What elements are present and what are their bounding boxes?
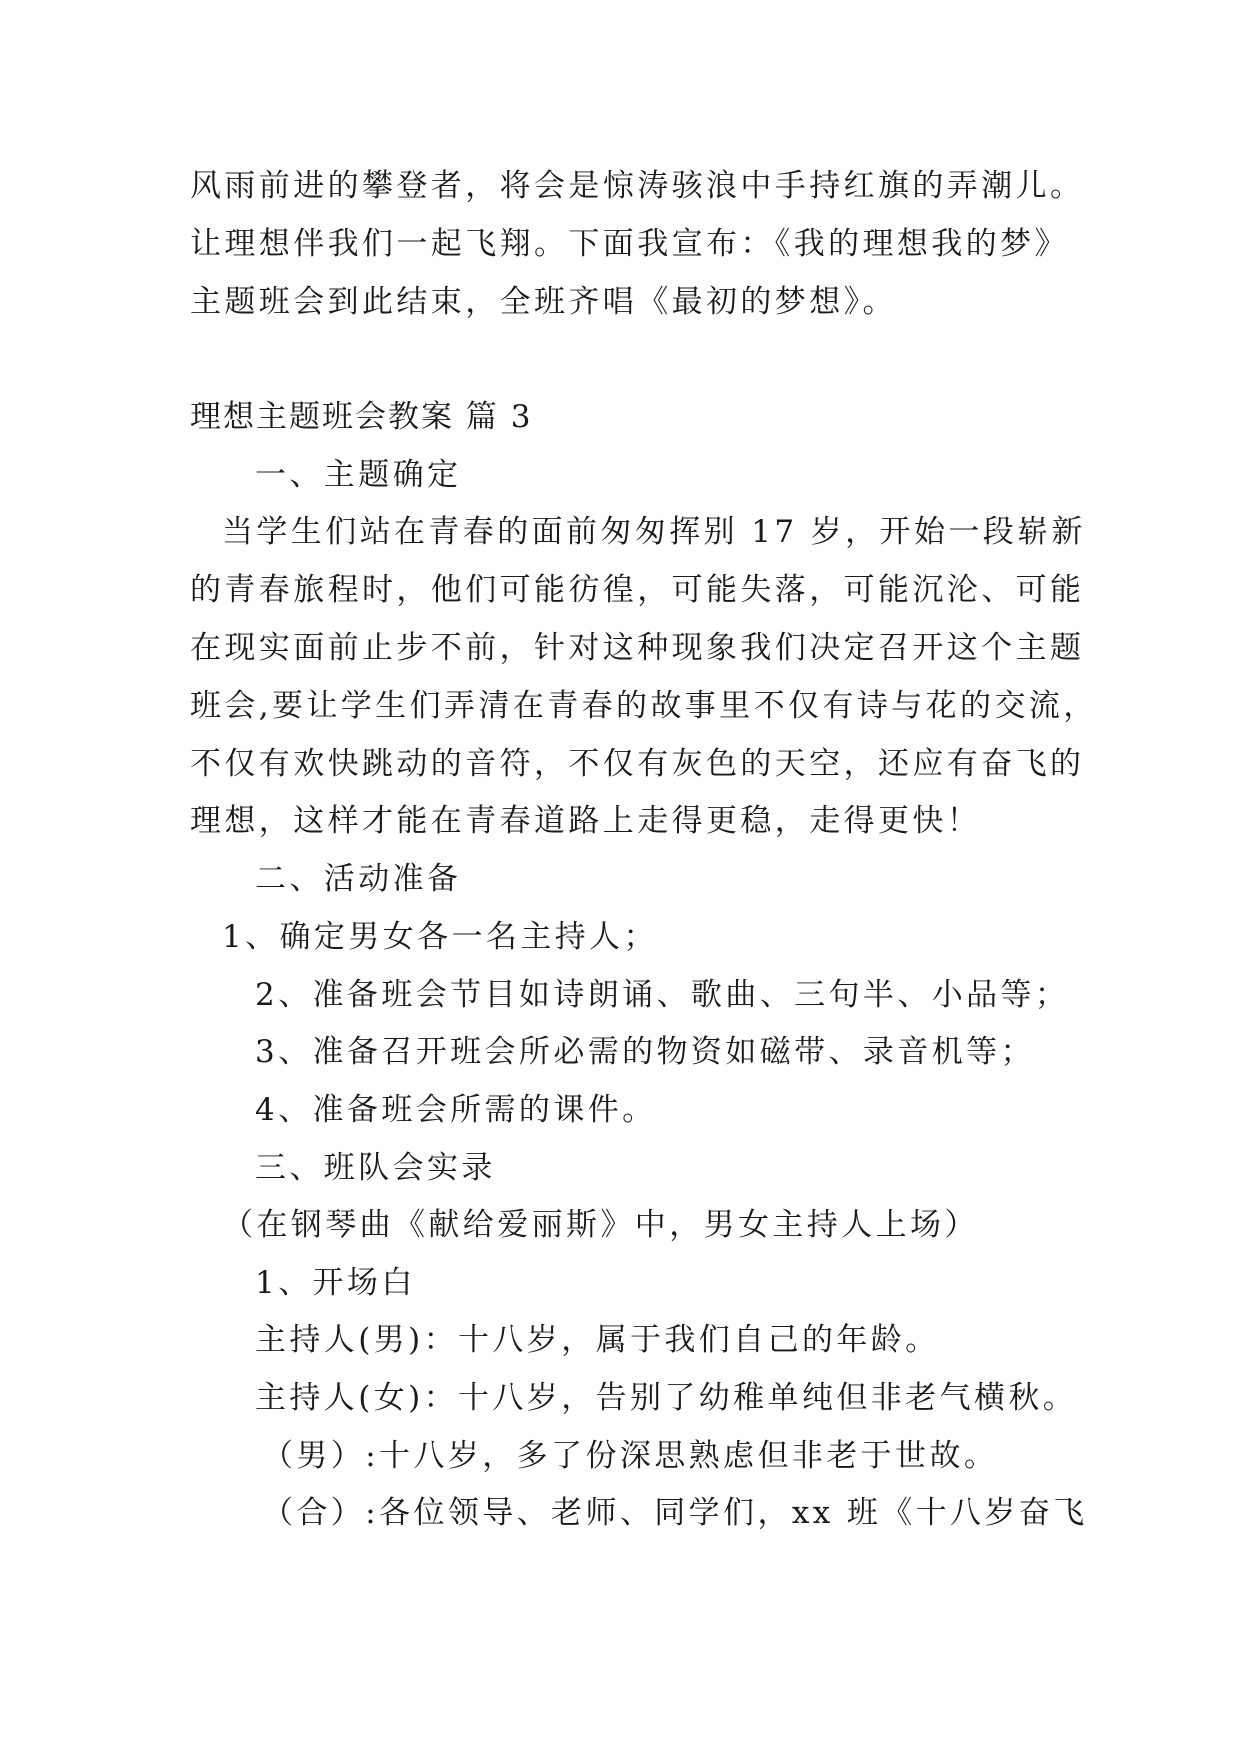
part1-paragraph-line-1: 当学生们站在青春的面前匆匆挥别 17 岁，开始一段崭新 [222,514,1086,550]
dialogue-line-1: 主持人(男)：十八岁，属于我们自己的年龄。 [255,1322,940,1358]
continuation-line-1: 风雨前进的攀登者，将会是惊涛骇浪中手持红旗的弄潮儿。 [190,168,1085,204]
part2-heading: 二、活动准备 [255,861,462,897]
part3-sub-heading: 1、开场白 [255,1265,416,1301]
part1-paragraph-line-6: 理想，这样才能在青春道路上走得更稳，走得更快！ [190,803,982,839]
section-title: 理想主题班会教案 篇 3 [190,399,533,435]
part1-paragraph-line-5: 不仅有欢快跳动的音符，不仅有灰色的天空，还应有奋飞的 [190,746,1085,782]
part1-heading: 一、主题确定 [255,457,462,493]
part2-item-3: 3、准备召开班会所必需的物资如磁带、录音机等； [255,1034,1035,1070]
part1-paragraph-line-4: 班会,要让学生们弄清在青春的故事里不仅有诗与花的交流， [190,688,1098,724]
part1-paragraph-line-2: 的青春旅程时，他们可能彷徨，可能失落，可能沉沦、可能 [190,572,1085,608]
continuation-line-2: 让理想伴我们一起飞翔。下面我宣布：《我的理想我的梦》 [190,226,1069,262]
part3-heading: 三、班队会实录 [255,1150,496,1186]
part1-paragraph-line-3: 在现实面前止步不前，针对这种现象我们决定召开这个主题 [190,630,1085,666]
part3-stage-note: （在钢琴曲《献给爱丽斯》中，男女主持人上场） [222,1207,979,1243]
part2-item-4: 4、准备班会所需的课件。 [255,1092,657,1128]
dialogue-line-2: 主持人(女)：十八岁，告别了幼稚单纯但非老气横秋。 [255,1380,1078,1416]
part2-item-2: 2、准备班会节目如诗朗诵、歌曲、三句半、小品等； [255,977,1070,1013]
dialogue-line-3: （男）:十八岁，多了份深思熟虑但非老于世故。 [262,1438,999,1474]
part2-item-1: 1、确定男女各一名主持人； [222,919,658,955]
continuation-line-3: 主题班会到此结束，全班齐唱《最初的梦想》。 [190,284,897,320]
dialogue-line-4: （合）:各位领导、老师、同学们，xx 班《十八岁奋飞 [262,1495,1088,1531]
